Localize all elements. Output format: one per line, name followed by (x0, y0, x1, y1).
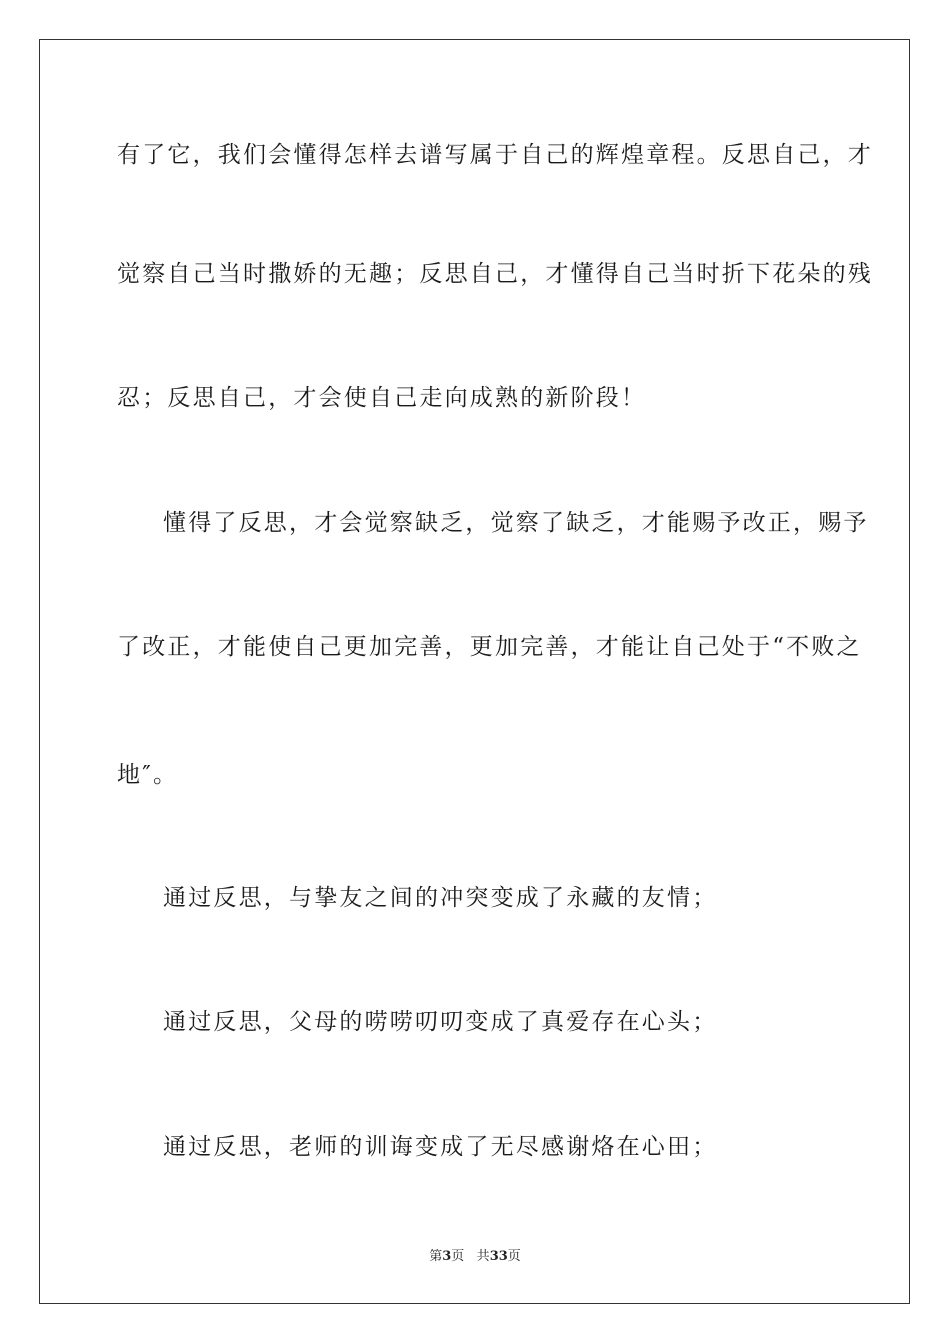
page-footer (0, 1248, 950, 1266)
page-suffix: 页 (451, 1249, 465, 1264)
text-line-4: 懂得了反思，才会觉察缺乏，觉察了缺乏，才能赐予改正，赐予 (163, 510, 869, 536)
text-line-6: 地″。 (117, 762, 179, 788)
total-prefix: 共 (476, 1249, 490, 1264)
text-line-3: 忍；反思自己，才会使自己走向成熟的新阶段！ (117, 385, 647, 411)
text-line-1: 有了它，我们会懂得怎样去谱写属于自己的辉煌章程。反思自己，才 (117, 142, 873, 168)
text-line-2: 觉察自己当时撒娇的无趣；反思自己，才懂得自己当时折下花朵的残 (117, 261, 873, 287)
text-line-9: 通过反思，老师的训诲变成了无尽感谢烙在心田； (163, 1134, 718, 1160)
total-suffix: 页 (507, 1249, 521, 1264)
page-number: 3 (442, 1249, 452, 1264)
total-pages: 33 (489, 1249, 508, 1264)
page-frame (39, 39, 910, 1304)
text-line-7: 通过反思，与挚友之间的冲突变成了永藏的友情； (163, 885, 718, 911)
text-line-8: 通过反思，父母的唠唠叨叨变成了真爱存在心头； (163, 1009, 718, 1035)
text-line-5: 了改正，才能使自己更加完善，更加完善，才能让自己处于“不败之 (117, 634, 862, 660)
page-prefix: 第 (429, 1249, 443, 1264)
